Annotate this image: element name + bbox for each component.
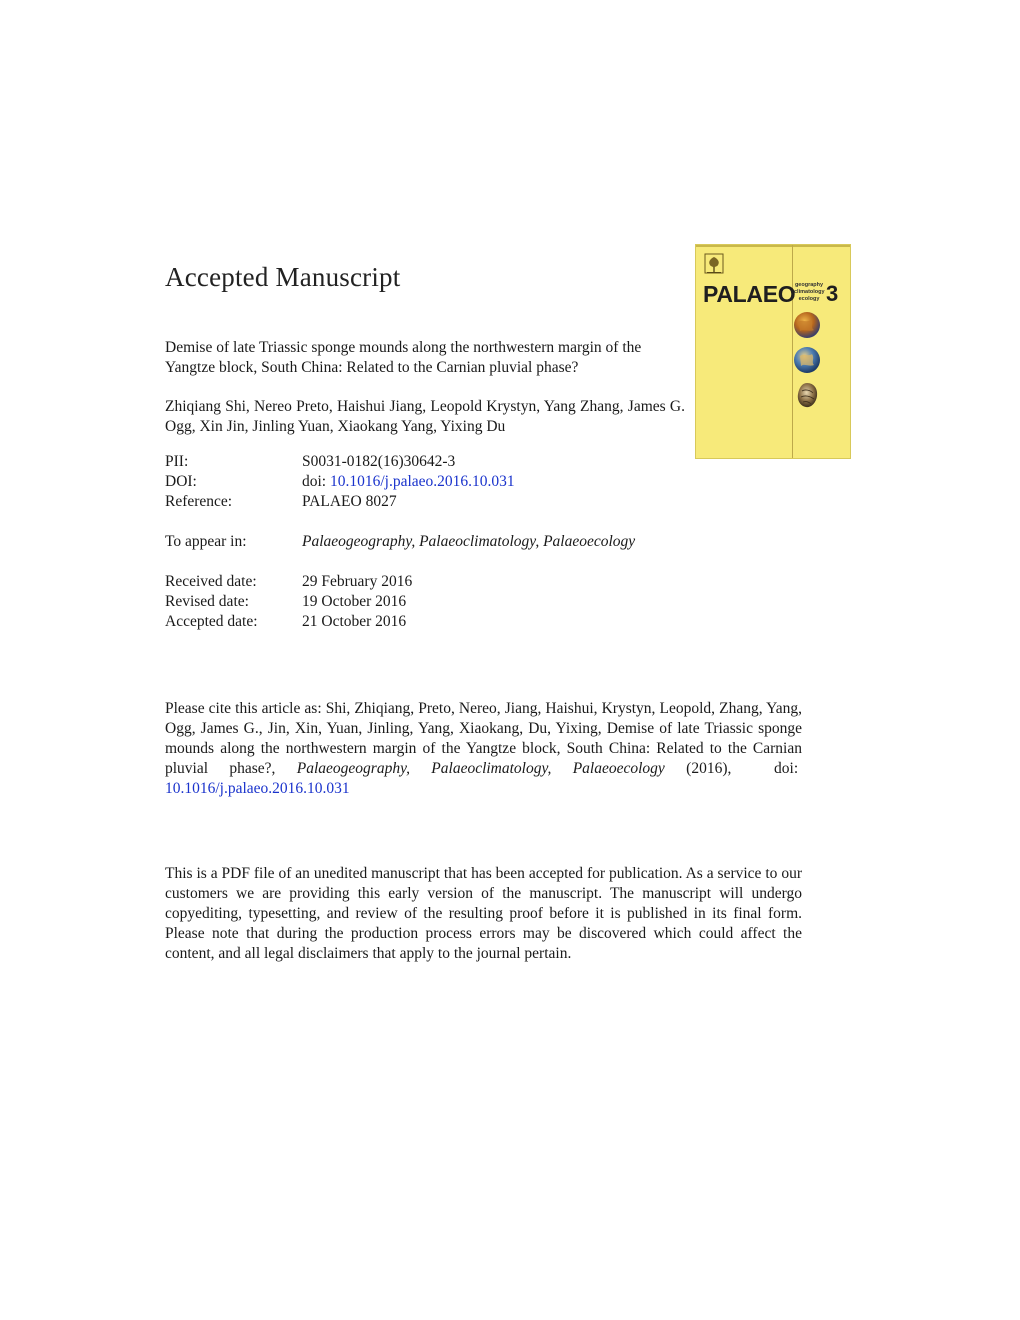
globe-icon-1 (794, 312, 820, 338)
page-header: Accepted Manuscript (165, 262, 401, 292)
doi-label: DOI: (165, 473, 197, 490)
fossil-shell-icon (798, 383, 817, 407)
appear-row (165, 532, 765, 552)
reference-row (165, 492, 765, 512)
accepted-row (165, 612, 765, 632)
citation-year: (2016), (686, 760, 732, 777)
doi-row (165, 472, 765, 492)
received-row (165, 572, 765, 592)
cover-images (792, 311, 822, 416)
doi-link[interactable]: 10.1016/j.palaeo.2016.10.031 (330, 473, 515, 490)
manuscript-notice: This is a PDF file of an unedited manuscript that has been accepted for publication. As a service to our customers we are providing this early version of the manuscript. The manuscript will undergo copyediting, typesetting, and review of the resulting proof before it is published in its final form. Please note that during the production process errors may be discovered which could affect the content, and all legal disclaimers that apply to the journal pertain. (165, 865, 802, 962)
cover-sub-line-1: geography (794, 282, 824, 288)
received-value: 29 February 2016 (302, 573, 413, 590)
citation-paragraph (165, 699, 802, 799)
cover-sub-line-2: climatology (794, 289, 825, 295)
cover-top-rule (696, 245, 850, 247)
citation-doi-link[interactable]: 10.1016/j.palaeo.2016.10.031 (165, 780, 350, 797)
appear-label: To appear in: (165, 533, 247, 550)
reference-value: PALAEO 8027 (302, 493, 397, 510)
cover-journal-title: PALAEO (703, 281, 796, 307)
cover-sub-line-3: ecology (798, 296, 820, 302)
received-label: Received date: (165, 573, 257, 590)
journal-cover (695, 244, 851, 459)
pii-row (165, 452, 765, 472)
author-list: Zhiqiang Shi, Nereo Preto, Haishui Jiang, Leopold Krystyn, Yang Zhang, James G. Ogg, Xin Jin, Jinling Yuan, Xiaokang Yang, Yixing Du (165, 398, 685, 435)
reference-label: Reference: (165, 493, 233, 510)
revised-label: Revised date: (165, 593, 249, 610)
journal-name: Palaeogeography, Palaeoclimatology, Palaeoecology (302, 533, 636, 550)
revised-value: 19 October 2016 (302, 593, 407, 610)
revised-row (165, 592, 765, 612)
citation-journal: Palaeogeography, Palaeoclimatology, Palaeoecology (296, 760, 665, 777)
elsevier-tree-logo-icon (704, 253, 724, 280)
article-metadata (165, 452, 765, 632)
pii-label: PII: (165, 453, 189, 470)
accepted-value: 21 October 2016 (302, 613, 407, 630)
cover-subtitle (794, 282, 824, 303)
pii-value: S0031-0182(16)30642-3 (302, 453, 456, 470)
globe-icon-2 (794, 347, 820, 373)
doi-prefix: doi: (302, 473, 327, 490)
accepted-label: Accepted date: (165, 613, 258, 630)
citation-doi-prefix: doi: (774, 760, 799, 777)
cover-number: 3 (826, 281, 839, 306)
citation-lead: Please cite this article as: Shi, Zhiqiang, Preto, Nereo, Jiang, Haishui, Krystyn, Leopold, Zhang, Yang, Ogg, James G., Jin, Xin, Yuan, Jinling, Yang, Xiaokang, Du, Yixing, Demise of late Triassic sponge mounds along the northwestern margin of the Yangtze block, South China: Related to the Carnian pluvial phase?, (165, 700, 802, 777)
article-title: Demise of late Triassic sponge mounds along the northwestern margin of the Yangtze block, South China: Related to the Carnian pluvial phase? (165, 339, 642, 376)
